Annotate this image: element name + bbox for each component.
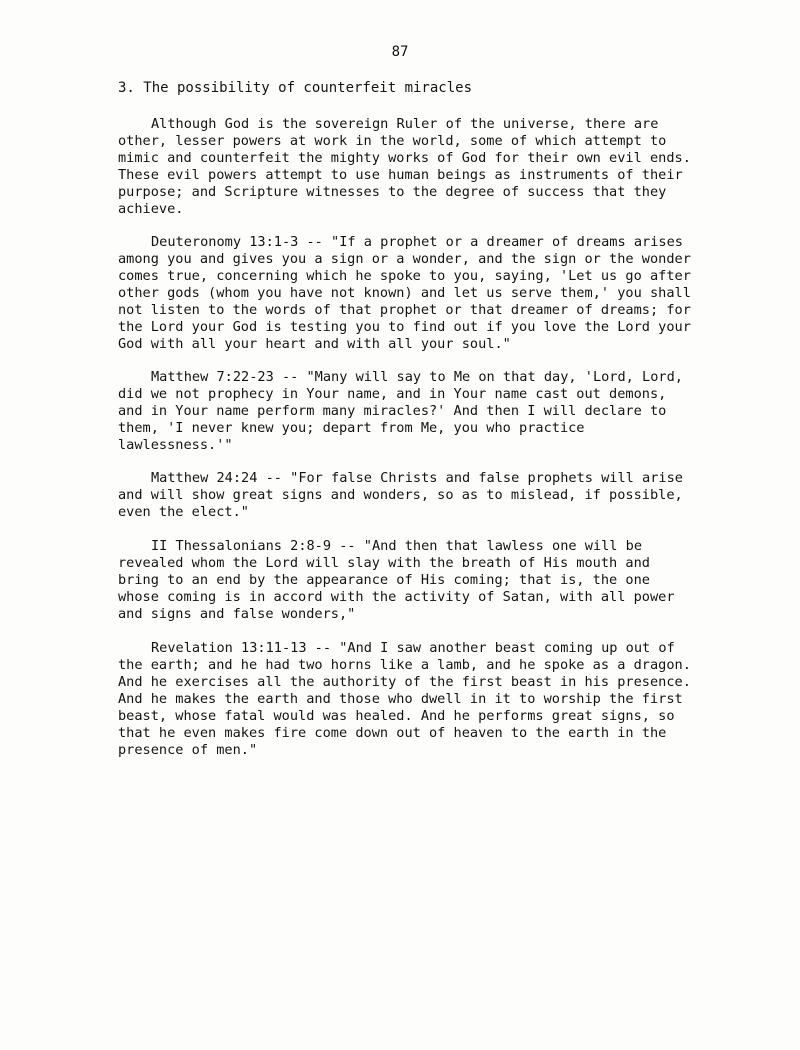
text-line: and in Your name perform many miracles?' And then I will declare to (118, 403, 667, 419)
text-line: the Lord your God is testing you to find out if you love the Lord your (118, 319, 691, 335)
text-line: Deuteronomy 13:1-3 -- "If a prophet or a dreamer of dreams arises (151, 234, 683, 250)
text-line: These evil powers attempt to use human beings as instruments of their (118, 167, 683, 183)
text-line: And he makes the earth and those who dwell in it to worship the first (118, 691, 683, 707)
text-line: not listen to the words of that prophet or that dreamer of dreams; for (118, 302, 691, 318)
text-line: comes true, concerning which he spoke to you, saying, 'Let us go after (118, 268, 691, 284)
text-line: among you and gives you a sign or a wonder, and the sign or the wonder (118, 251, 691, 267)
page-number: 87 (391, 44, 409, 60)
text-line: II Thessalonians 2:8-9 -- "And then that lawless one will be (151, 538, 643, 554)
text-line: lawlessness.'" (118, 437, 233, 453)
text-line: whose coming is in accord with the activity of Satan, with all power (118, 589, 675, 605)
text-line: Although God is the sovereign Ruler of the universe, there are (151, 116, 659, 132)
paragraph-intro (118, 116, 718, 218)
text-line: even the elect." (118, 504, 249, 520)
text-line: the earth; and he had two horns like a lamb, and he spoke as a dragon. (118, 657, 691, 673)
section-heading: 3. The possibility of counterfeit miracles (118, 80, 473, 96)
text-line: And he exercises all the authority of the first beast in his presence. (118, 674, 691, 690)
paragraph-matthew-24 (118, 470, 718, 521)
text-line: beast, whose fatal would was healed. And he performs great signs, so (118, 708, 675, 724)
paragraph-matthew-7 (118, 369, 718, 454)
text-line: other, lesser powers at work in the world, some of which attempt to (118, 133, 667, 149)
text-line: bring to an end by the appearance of His coming; that is, the one (118, 572, 650, 588)
text-line: and will show great signs and wonders, so as to mislead, if possible, (118, 487, 683, 503)
text-line: presence of men." (118, 742, 258, 758)
paragraph-thessalonians (118, 538, 718, 623)
paragraph-revelation (118, 640, 718, 759)
text-line: Revelation 13:11-13 -- "And I saw another beast coming up out of (151, 640, 675, 656)
text-line: and signs and false wonders," (118, 606, 356, 622)
text-line: purpose; and Scripture witnesses to the degree of success that they (118, 184, 667, 200)
text-line: Matthew 24:24 -- "For false Christs and false prophets will arise (151, 470, 683, 486)
text-line: mimic and counterfeit the mighty works of God for their own evil ends. (118, 150, 691, 166)
text-line: God with all your heart and with all your soul." (118, 336, 511, 352)
text-line: Matthew 7:22-23 -- "Many will say to Me on that day, 'Lord, Lord, (151, 369, 683, 385)
text-line: did we not prophecy in Your name, and in Your name cast out demons, (118, 386, 667, 402)
text-line: them, 'I never knew you; depart from Me, you who practice (118, 420, 585, 436)
text-line: achieve. (118, 201, 184, 217)
paragraph-deuteronomy (118, 234, 718, 353)
text-line: other gods (whom you have not known) and let us serve them,' you shall (118, 285, 691, 301)
text-line: revealed whom the Lord will slay with the breath of His mouth and (118, 555, 650, 571)
text-line: that he even makes fire come down out of heaven to the earth in the (118, 725, 667, 741)
